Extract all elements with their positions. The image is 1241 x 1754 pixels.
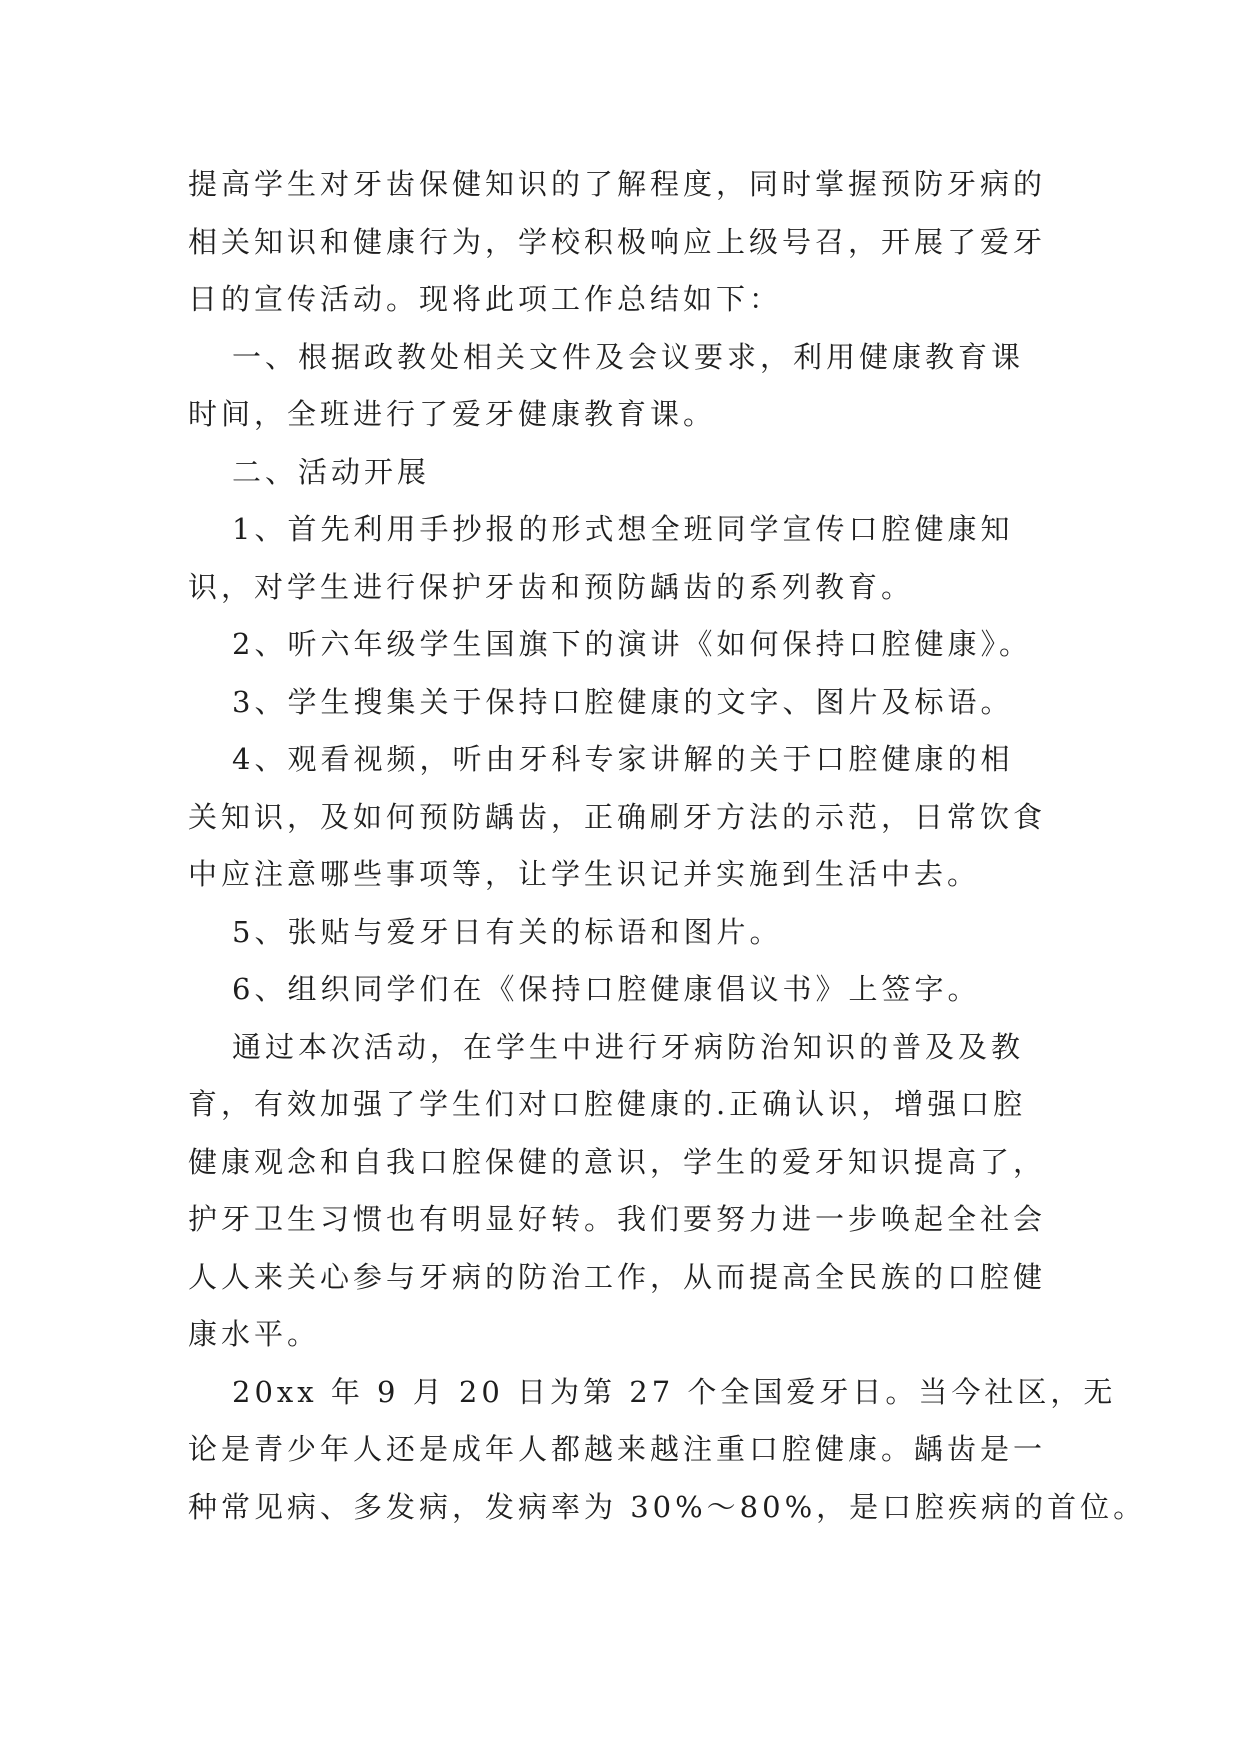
text-line: 5、张贴与爱牙日有关的标语和图片。 xyxy=(232,914,783,949)
paragraph-summary xyxy=(188,1019,1091,1364)
text-line: 康水平。 xyxy=(188,1317,321,1351)
text-line: 相关知识和健康行为，学校积极响应上级号召，开展了爱牙 xyxy=(188,224,1047,259)
text-line: 6、组织同学们在《保持口腔健康倡议书》上签字。 xyxy=(232,972,981,1006)
text-line: 种常见病、多发病，发病率为 30%～80%，是口腔疾病的首位。 xyxy=(188,1489,1147,1524)
text-line: 中应注意哪些事项等，让学生识记并实施到生活中去。 xyxy=(188,857,981,891)
text-line: 论是青少年人还是成年人都越来越注重口腔健康。龋齿是一 xyxy=(188,1432,1047,1466)
text-line: 护牙卫生习惯也有明显好转。我们要努力进一步唤起全社会 xyxy=(188,1202,1047,1236)
text-line: 20xx 年 9 月 20 日为第 27 个全国爱牙日。当今社区，无 xyxy=(232,1374,1117,1409)
text-line: 通过本次活动，在学生中进行牙病防治知识的普及及教 xyxy=(232,1029,1025,1064)
text-line: 识，对学生进行保护牙齿和预防龋齿的系列教育。 xyxy=(188,569,915,604)
text-line: 2、听六年级学生国旗下的演讲《如何保持口腔健康》。 xyxy=(232,627,1032,661)
paragraph-love-teeth-day xyxy=(188,1364,1147,1537)
text-line: 时间，全班进行了爱牙健康教育课。 xyxy=(188,397,717,431)
text-line: 4、观看视频，听由牙科专家讲解的关于口腔健康的相 xyxy=(232,742,1014,776)
list-item-6 xyxy=(188,961,1091,1019)
list-item-1 xyxy=(188,501,1091,616)
text-line: 日的宣传活动。现将此项工作总结如下： xyxy=(188,282,783,316)
text-line: 关知识，及如何预防龋齿，正确刷牙方法的示范，日常饮食 xyxy=(188,799,1047,834)
text-line: 一、根据政教处相关文件及会议要求，利用健康教育课 xyxy=(232,339,1025,374)
list-item-4 xyxy=(188,731,1091,904)
section-heading: 二、活动开展 xyxy=(232,454,431,489)
paragraph-section-two-heading xyxy=(188,444,1091,502)
text-line: 3、学生搜集关于保持口腔健康的文字、图片及标语。 xyxy=(232,684,1014,719)
list-item-5 xyxy=(188,904,1091,962)
text-line: 1、首先利用手抄报的形式想全班同学宣传口腔健康知 xyxy=(232,512,1014,546)
paragraph-section-one xyxy=(188,329,1091,444)
list-item-3 xyxy=(188,674,1091,732)
text-line: 育，有效加强了学生们对口腔健康的.正确认识，增强口腔 xyxy=(188,1087,1027,1121)
text-line: 人人来关心参与牙病的防治工作，从而提高全民族的口腔健 xyxy=(188,1259,1047,1294)
text-line: 提高学生对牙齿保健知识的了解程度，同时掌握预防牙病的 xyxy=(188,167,1047,201)
paragraph-intro xyxy=(188,156,1091,329)
text-line: 健康观念和自我口腔保健的意识，学生的爱牙知识提高了， xyxy=(188,1144,1047,1179)
list-item-2 xyxy=(188,616,1091,674)
